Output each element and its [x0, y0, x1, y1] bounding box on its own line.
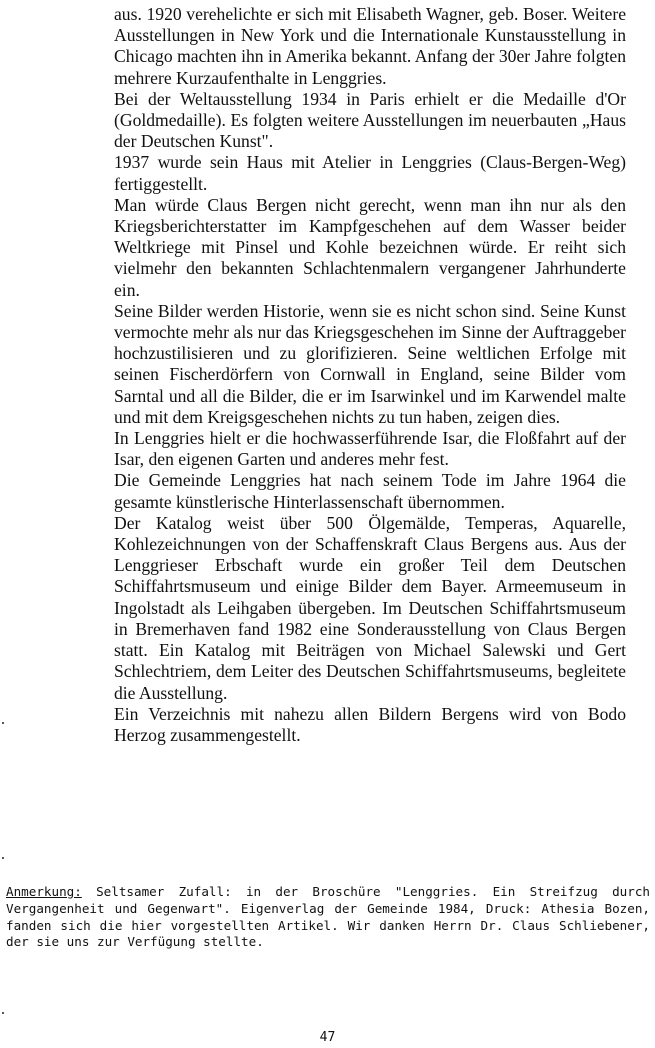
paragraph-2: Bei der Weltausstellung 1934 in Paris erhielt er die Medaille d'Or (Goldmedaille). Es folgten weitere Ausstellungen im neuerbauten „Haus der Deutschen Kunst".	[114, 88, 626, 152]
page-number: 47	[319, 1030, 336, 1045]
paragraph-7: Die Gemeinde Lenggries hat nach seinem Tode im Jahre 1964 die gesamte künstlerische Hinterlassenschaft übernommen.	[114, 470, 626, 512]
main-text-column	[114, 4, 626, 746]
paragraph-1: aus. 1920 verehelichte er sich mit Elisabeth Wagner, geb. Boser. Weitere Ausstellungen in New York und die Internationale Kunstausstellung in Chicago machten ihn in Amerika bekannt. Anfang der 30er Jahre folgten mehrere Kurzaufenthalte in Lenggries.	[114, 4, 626, 88]
footnote-label: Anmerkung:	[6, 884, 82, 899]
scan-speck	[2, 857, 4, 859]
paragraph-5: Seine Bilder werden Historie, wenn sie es nicht schon sind. Seine Kunst vermochte mehr als nur das Kriegsgeschehen im Sinne der Auftraggeber hochzustilisieren und zu glorifizieren. Seine weltlichen Erfolge mit seinen Fischerdörfern von Cornwall in England, seine Bilder vom Sarntal und all die Bilder, die er im Isarwinkel und im Karwendel malte und mit dem Kreigsgeschehen nichts zu tun haben, zeigen dies.	[114, 300, 626, 427]
paragraph-4: Man würde Claus Bergen nicht gerecht, wenn man ihn nur als den Kriegsberichterstatter im Kampfgeschehen auf dem Wasser beider Weltkriege mit Pinsel und Kohle bezeichnen würde. Er reiht sich vielmehr den bekannten Schlachtenmalern vergangener Jahrhunderte ein.	[114, 194, 626, 300]
paragraph-3: 1937 wurde sein Haus mit Atelier in Lenggries (Claus-Bergen-Weg) fertiggestellt.	[114, 152, 626, 194]
scan-speck	[2, 722, 4, 724]
scan-speck	[2, 1012, 4, 1014]
footnote	[6, 884, 650, 951]
paragraph-9: Ein Verzeichnis mit nahezu allen Bildern Bergens wird von Bodo Herzog zusammengestellt.	[114, 703, 626, 745]
footnote-text: Seltsamer Zufall: in der Broschüre "Lenggries. Ein Streifzug durch Vergangenheit und Gegenwart". Eigenverlag der Gemeinde 1984, Druck: Athesia Bozen, fanden sich die hier vorgestellten Artikel. Wir danken Herrn Dr. Claus Schliebener, der sie uns zur Verfügung stellte.	[6, 884, 650, 950]
paragraph-8: Der Katalog weist über 500 Ölgemälde, Temperas, Aquarelle, Kohlezeichnungen von der Schaffenskraft Claus Bergens aus. Aus der Lenggrieser Erbschaft wurde ein großer Teil dem Deutschen Schiffahrtsmuseum und einige Bilder dem Bayer. Armeemuseum in Ingolstadt als Leihgaben übergeben. Im Deutschen Schiffahrtsmuseum in Bremerhaven fand 1982 eine Sonderausstellung von Claus Bergen statt. Ein Katalog mit Beiträgen von Michael Salewski und Gert Schlechtriem, dem Leiter des Deutschen Schiffahrtsmuseums, begleitete die Ausstellung.	[114, 512, 626, 703]
paragraph-6: In Lenggries hielt er die hochwasserführende Isar, die Floßfahrt auf der Isar, den eigenen Garten und anderes mehr fest.	[114, 428, 626, 470]
